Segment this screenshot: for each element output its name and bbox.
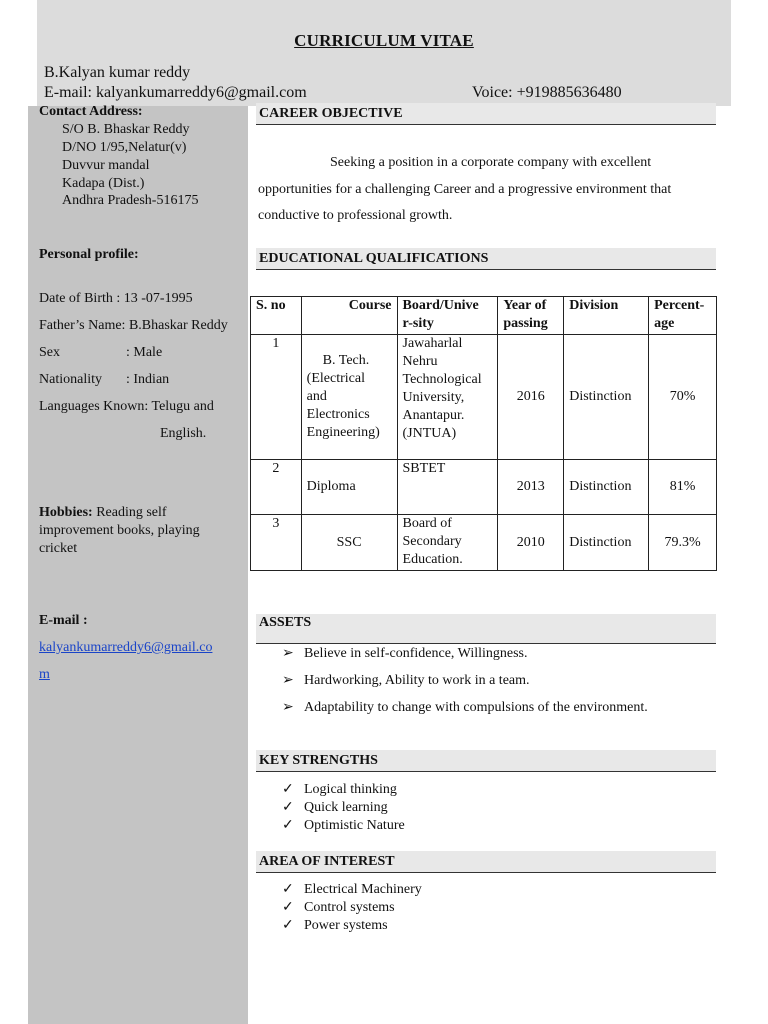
board-line: Jawaharlal <box>402 336 463 351</box>
division-cell: Distinction <box>564 515 649 571</box>
course-line: Electronics <box>306 407 370 422</box>
dob-field: Date of Birth : 13 -07-1995 <box>39 291 193 306</box>
division-cell: Distinction <box>564 460 649 515</box>
arrow-bullet-icon: ➢ <box>282 700 294 715</box>
list-item-text: Logical thinking <box>304 782 397 797</box>
languages-field: Languages Known: Telugu and <box>39 399 214 414</box>
list-item-text: Adaptability to change with compulsions of the environment. <box>304 700 648 715</box>
board-line: Technological <box>402 372 482 387</box>
list-item <box>282 699 648 716</box>
check-bullet-icon: ✓ <box>282 900 294 915</box>
board-line: (JNTUA) <box>402 426 457 441</box>
check-bullet-icon: ✓ <box>282 918 294 933</box>
column-header: Board/Unive r-sity <box>397 297 498 335</box>
personal-profile-heading: Personal profile: <box>39 247 139 262</box>
career-objective-heading: CAREER OBJECTIVE <box>256 103 716 125</box>
hobbies-text: Reading self <box>92 505 167 520</box>
year-cell: 2010 <box>498 515 564 571</box>
check-bullet-icon: ✓ <box>282 782 294 797</box>
sno-cell: 2 <box>251 460 302 515</box>
check-bullet-icon: ✓ <box>282 800 294 815</box>
course-line: Engineering) <box>306 425 380 440</box>
table-header-row <box>251 297 717 335</box>
father-name-field: Father’s Name: B.Bhaskar Reddy <box>39 318 228 333</box>
address-line: D/NO 1/95,Nelatur(v) <box>62 140 187 155</box>
career-objective-text: Seeking a position in a corporate company with excellent opportunities for a challenging Career and a progressive environment that conductive to professional growth. <box>258 155 672 223</box>
year-cell: 2016 <box>498 335 564 460</box>
sno-cell: 1 <box>251 335 302 460</box>
column-header: Division <box>564 297 649 335</box>
hobbies-text: improvement books, playing <box>39 523 200 538</box>
table-row <box>251 460 717 515</box>
board-line: Board of <box>402 516 452 531</box>
list-item-text: Optimistic Nature <box>304 818 405 833</box>
page-title: CURRICULUM VITAE <box>294 31 474 50</box>
email-heading: E-mail : <box>39 613 88 628</box>
contact-address-heading: Contact Address: <box>39 104 143 119</box>
board-cell <box>397 515 498 571</box>
header-voice: Voice: +919885636480 <box>472 84 622 101</box>
list-item <box>282 645 528 662</box>
column-header: S. no <box>251 297 302 335</box>
board-cell <box>397 335 498 460</box>
table-row <box>251 335 717 460</box>
email-link[interactable]: kalyankumarreddy6@gmail.co <box>39 640 213 655</box>
year-cell: 2013 <box>498 460 564 515</box>
list-item-text: Quick learning <box>304 800 388 815</box>
table-row <box>251 515 717 571</box>
arrow-bullet-icon: ➢ <box>282 673 294 688</box>
list-item <box>282 817 405 834</box>
address-line: Andhra Pradesh-516175 <box>62 193 199 208</box>
sex-value: : Male <box>126 345 163 360</box>
course-cell <box>301 335 397 460</box>
column-header: Year of passing <box>498 297 564 335</box>
percent-cell: 81% <box>649 460 717 515</box>
percent-cell: 70% <box>649 335 717 460</box>
sidebar-panel <box>28 106 248 1024</box>
address-line: Kadapa (Dist.) <box>62 176 145 191</box>
hobbies-line <box>39 505 167 521</box>
hobbies-text: cricket <box>39 541 78 556</box>
candidate-name: B.Kalyan kumar reddy <box>44 64 191 81</box>
sex-label: Sex <box>39 345 60 360</box>
course-line: SSC <box>336 534 362 550</box>
course-cell <box>301 460 397 515</box>
check-bullet-icon: ✓ <box>282 882 294 897</box>
course-cell <box>301 515 397 571</box>
address-line: S/O B. Bhaskar Reddy <box>62 122 190 137</box>
board-line: Secondary <box>402 534 462 549</box>
board-line: Nehru <box>402 354 438 369</box>
division-cell: Distinction <box>564 335 649 460</box>
address-line: Duvvur mandal <box>62 158 150 173</box>
list-item-text: Electrical Machinery <box>304 882 422 897</box>
header-email: E-mail: kalyankumarreddy6@gmail.com <box>44 84 307 101</box>
course-line: (Electrical <box>306 371 365 386</box>
board-line: SBTET <box>402 461 446 476</box>
area-of-interest-heading: AREA OF INTEREST <box>256 851 716 873</box>
list-item-text: Control systems <box>304 900 395 915</box>
board-line: Education. <box>402 552 463 567</box>
email-link-cont[interactable]: m <box>39 667 50 682</box>
nationality-label: Nationality <box>39 372 102 387</box>
list-item <box>282 799 388 816</box>
list-item-text: Power systems <box>304 918 388 933</box>
languages-field-cont: English. <box>160 426 207 441</box>
arrow-bullet-icon: ➢ <box>282 646 294 661</box>
list-item <box>282 917 388 934</box>
list-item <box>282 672 530 689</box>
percent-cell: 79.3% <box>649 515 717 571</box>
column-header: Course <box>301 297 397 335</box>
nationality-value: : Indian <box>126 372 170 387</box>
list-item <box>282 881 422 898</box>
list-item-text: Hardworking, Ability to work in a team. <box>304 673 530 688</box>
hobbies-label: Hobbies: <box>39 505 93 520</box>
education-table <box>250 296 717 571</box>
sno-cell: 3 <box>251 515 302 571</box>
list-item <box>282 899 395 916</box>
key-strengths-heading: KEY STRENGTHS <box>256 750 716 772</box>
list-item-text: Believe in self-confidence, Willingness. <box>304 646 528 661</box>
board-line: Anantapur. <box>402 408 465 423</box>
course-line: B. Tech. <box>322 353 370 368</box>
assets-heading: ASSETS <box>256 614 716 644</box>
course-line: and <box>306 389 327 404</box>
column-header: Percent- age <box>649 297 717 335</box>
board-cell <box>397 460 498 515</box>
check-bullet-icon: ✓ <box>282 818 294 833</box>
education-heading: EDUCATIONAL QUALIFICATIONS <box>256 248 716 270</box>
list-item <box>282 781 397 798</box>
course-line: Diploma <box>306 479 356 494</box>
board-line: University, <box>402 390 465 405</box>
